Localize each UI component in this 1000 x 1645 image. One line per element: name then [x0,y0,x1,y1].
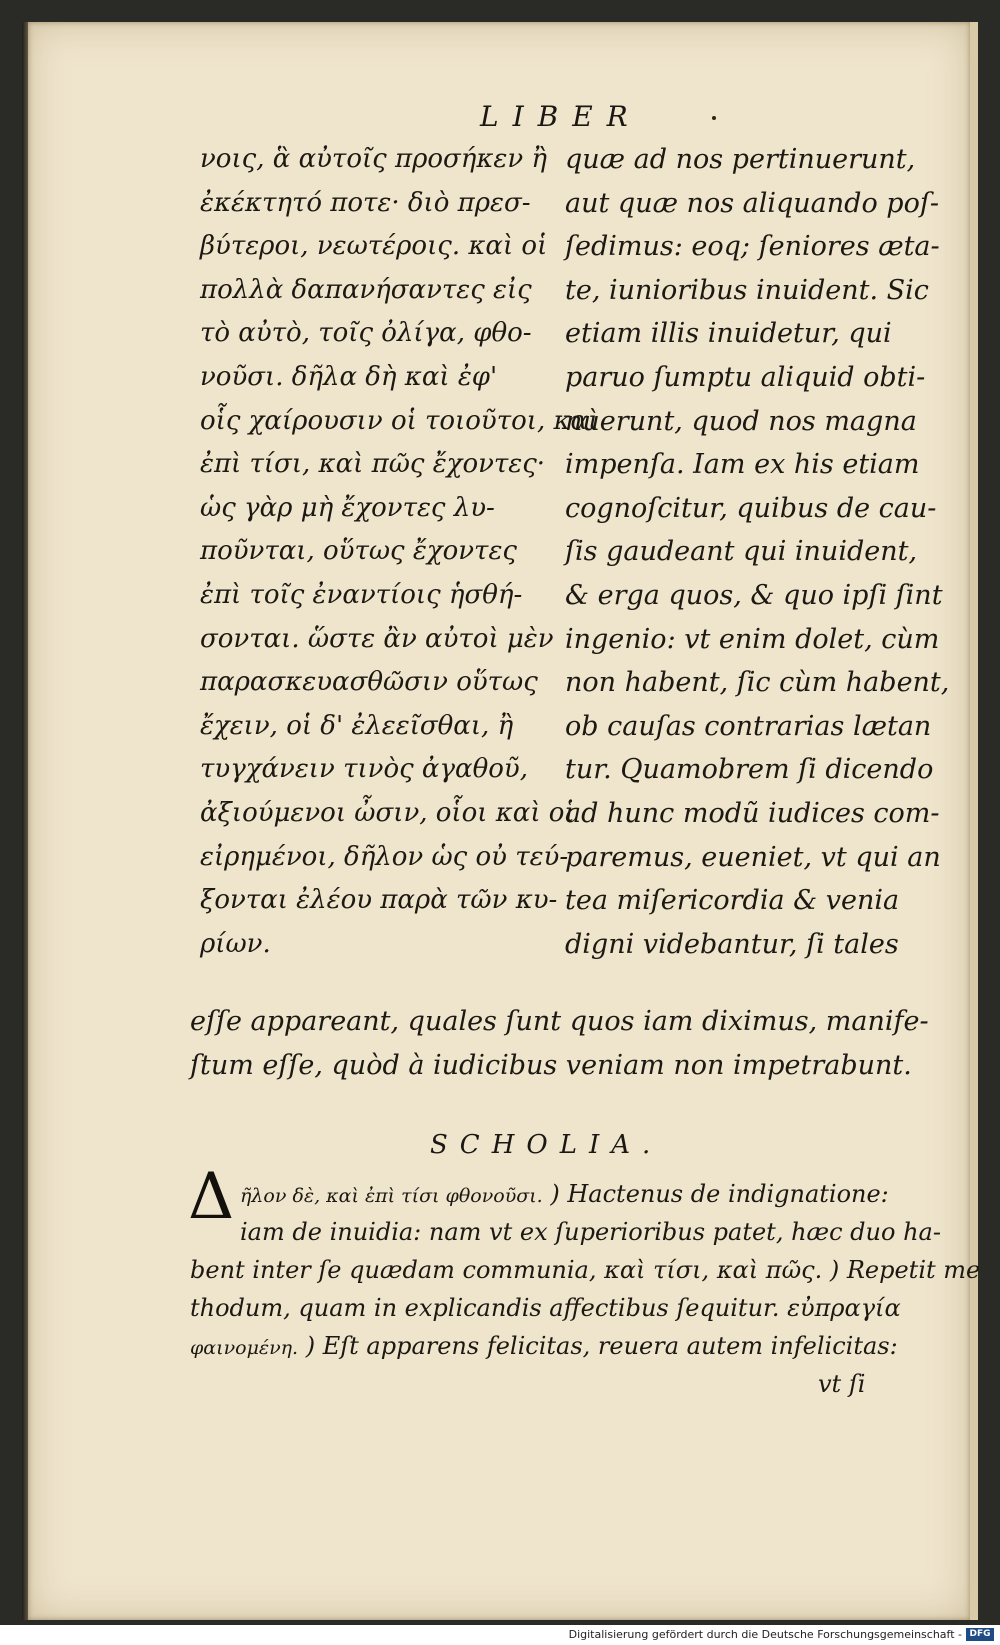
greek-text-line: νοις, ἃ αὐτοῖς προσήκεν ἢ [200,144,547,174]
latin-text-line: quæ ad nos pertinuerunt, [565,144,916,175]
running-head: LIBER [480,100,642,133]
latin-text-line: ſedimus: eoq; ſeniores æta- [565,231,940,263]
greek-text-line: οἷς χαίρουσιν οἱ τοιοῦτοι, καὶ [200,405,599,436]
scholia-latin-text: bent inter ſe quædam communia, καὶ τίσι, καὶ πῶς. ) Repetit me [190,1256,981,1284]
latin-text-line: etiam illis inuidetur, qui [565,318,892,350]
latin-text-continuation [190,1000,940,1087]
latin-text-line: eſſe appareant, quales ſunt quos iam diximus, manife- [190,1006,929,1037]
latin-text-line: te, iunioribus inuident. Sic [565,274,929,306]
scholia-line [190,1251,981,1289]
latin-text-line: ingenio: vt enim dolet, cùm [565,623,940,655]
greek-text-line: ἀξιούμενοι ὦσιν, οἷοι καὶ οἱ [200,797,575,828]
scholia-heading: SCHOLIA. [430,1130,663,1160]
latin-text-line: tur. Quamobrem ſi dicendo [565,754,934,786]
greek-text-line: ποῦνται, οὕτως ἔχοντες [200,536,517,567]
latin-text-line: nuerunt, quod nos magna [565,405,917,437]
greek-text-line: ἐπὶ τίσι, καὶ πῶς ἔχοντες· [200,449,546,480]
greek-text-line: νοῦσι. δῆλα δὴ καὶ ἐφ' [200,361,498,392]
latin-text-line: aut quæ nos aliquando poſ- [565,187,939,219]
running-head-ornament [712,116,716,120]
latin-text-line: ſtum eſſe, quòd à iudicibus veniam non impetrabunt. [190,1049,912,1081]
greek-text-line: ὡς γὰρ μὴ ἔχοντες λυ- [200,492,495,523]
latin-text-line: ob cauſas contrarias lætan [565,710,932,742]
greek-text-line: τυγχάνειν τινὸς ἀγαθοῦ, [200,754,528,785]
greek-text-line: ξονται ἐλέου παρὰ τῶν κυ- [200,885,558,916]
latin-text-line: tea miſericordia & venia [565,885,900,917]
greek-text-line: πολλὰ δαπανήσαντες εἰς [200,274,532,305]
scholia-line [190,1327,950,1365]
scholia-latin-text: ) Hactenus de indignatione: [550,1180,889,1208]
scholia-greek-lemma: ῆλον δὲ, καὶ ἐπὶ τίσι φθονοῦσι. [240,1185,543,1207]
greek-text-line: σονται. ὥστε ἂν αὐτοὶ μὲν [200,623,554,654]
funding-credit: Digitalisierung gefördert durch die Deutsche Forschungsgemeinschaft - [568,1628,962,1641]
latin-text-line: & erga quos, & quo ipſi ſint [565,579,943,611]
latin-text-line: paruo ſumptu aliquid obti- [565,361,926,393]
latin-text-column [565,138,950,966]
greek-text-line: εἰρημένοι, δῆλον ὡς οὐ τεύ- [200,841,569,872]
greek-text-line: ἔχειν, οἱ δ' ἐλεεῖσθαι, ἢ [200,710,514,741]
latin-text-line: ſis gaudeant qui inuident, [565,536,918,568]
scholia-line [190,1175,950,1213]
greek-text-line: βύτεροι, νεωτέροις. καὶ οἱ [200,231,548,262]
latin-text-line: non habent, ſic cùm habent, [565,667,950,699]
scholia-body [190,1175,981,1365]
scholia-latin-text: iam de inuidia: nam vt ex ſuperioribus patet, hæc duo ha- [240,1218,941,1246]
scholia-latin-text: ) Eſt apparens felicitas, reuera autem infelicitas: [305,1332,898,1360]
greek-text-line: ἐπὶ τοῖς ἐναντίοις ἡσθή- [200,579,523,610]
scholia-greek-lemma: φαινομένη. [190,1337,299,1359]
scholia-line [190,1289,950,1327]
latin-text-line: paremus, eueniet, vt qui an [565,841,941,873]
scholia-latin-text: thodum, quam in explicandis affectibus ſequitur. εὐπραγία [190,1294,901,1322]
scholia-line [190,1213,950,1251]
latin-text-line: impenſa. Iam ex his etiam [565,449,920,481]
greek-text-column [200,138,599,966]
latin-text-line: digni videbantur, ſi tales [565,928,899,960]
dfg-logo: DFG [966,1628,994,1641]
scholia-drop-cap: Δ [188,1160,235,1234]
catchword: vt ſi [818,1370,866,1398]
greek-text-line: ρίων. [200,928,271,959]
greek-text-line: ἐκέκτητό ποτε· διὸ πρεσ- [200,187,531,218]
latin-text-line: cognoſcitur, quibus de cau- [565,492,937,524]
greek-text-line: τὸ αὐτὸ, τοῖς ὀλίγα, φθο- [200,318,532,349]
latin-text-line: ad hunc modũ iudices com- [565,797,940,829]
greek-text-line: παρασκευασθῶσιν οὕτως [200,667,538,698]
